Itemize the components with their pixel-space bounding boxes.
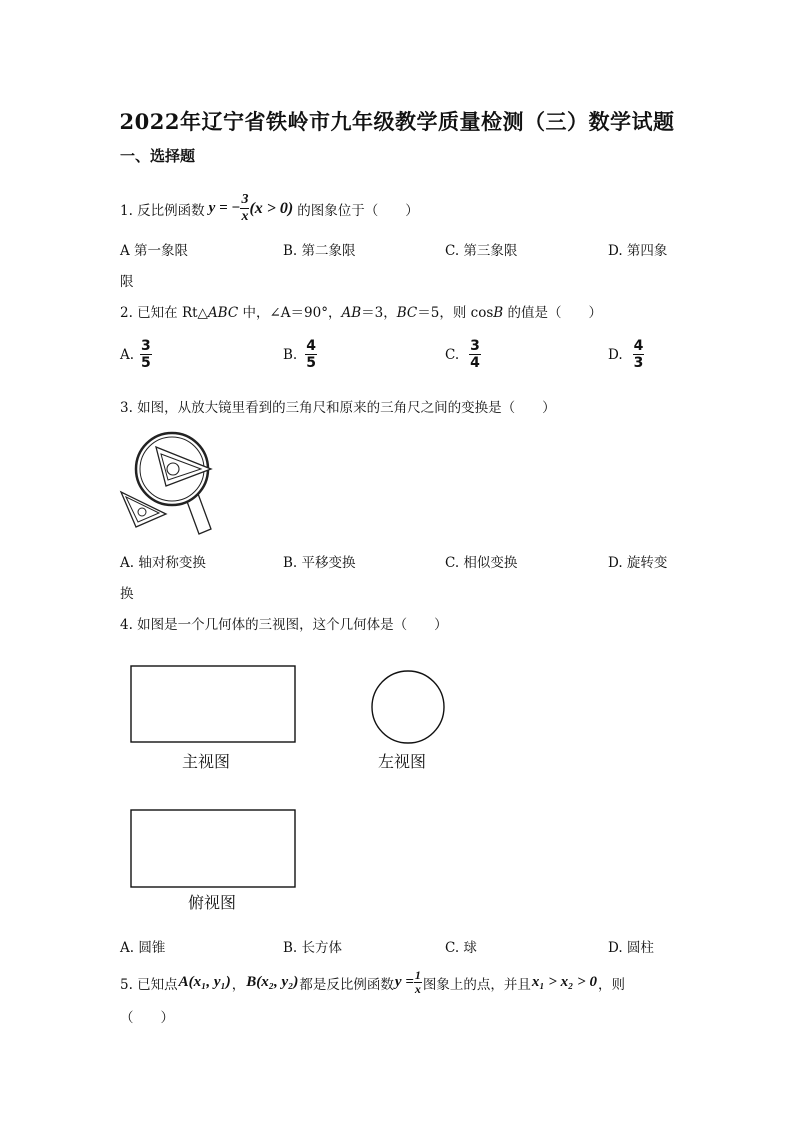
q1-formula-num: 3 <box>241 192 249 207</box>
q2-b-den: 5 <box>306 355 316 371</box>
q2-c-den: 4 <box>470 355 480 371</box>
q2-text-1: 2. 已知在 Rt△ <box>120 305 208 321</box>
top-view-rectangle <box>131 810 295 887</box>
front-view-label: 主视图 <box>182 752 231 771</box>
q2-d-den: 3 <box>633 355 644 371</box>
q5-point-a: A(x₁, y₁) <box>178 974 231 990</box>
q2-b-num: 4 <box>306 338 316 354</box>
q2-b: B <box>493 305 504 321</box>
q2-abc: ABC <box>207 305 239 321</box>
q3-option-c[interactable]: C. 相似变换 <box>445 555 518 571</box>
question-4: 4. 如图是一个几何体的三视图，这个几何体是（ ） <box>120 617 448 633</box>
q4-option-c[interactable]: C. 球 <box>445 940 477 956</box>
q5-function <box>395 969 422 996</box>
q1-option-d-wrap: 限 <box>120 274 134 290</box>
q5-text-mid2: 图象上的点，并且 <box>422 976 531 993</box>
page-title: 2022年辽宁省铁岭市九年级教学质量检测（三）数学试题 <box>119 109 675 134</box>
q5-point-b: B(x₂, y₂) <box>246 974 299 990</box>
q1-formula <box>209 192 294 225</box>
q2-a-den: 5 <box>141 355 151 371</box>
q5-function-fraction <box>414 969 422 996</box>
q2-option-c[interactable] <box>445 338 481 371</box>
q1-suffix: 的图象位于（ ） <box>297 202 419 219</box>
left-view-circle <box>372 671 444 743</box>
q2-d-num: 4 <box>633 338 644 354</box>
q5-answer-bracket: （ ） <box>120 1010 174 1026</box>
q2-text-3: ＝3， <box>361 305 397 321</box>
q5-inequality: x₁ > x₂ > 0 <box>531 974 597 990</box>
q2-option-b[interactable] <box>283 338 317 371</box>
magnifier-figure <box>118 426 228 538</box>
q5-function-den: x <box>414 982 421 996</box>
q3-option-a[interactable]: A. 轴对称变换 <box>120 555 206 571</box>
q2-option-d-label: D. <box>608 346 623 363</box>
q1-option-a[interactable]: A 第一象限 <box>120 243 189 259</box>
q1-prefix: 1. 反比例函数 <box>120 202 205 219</box>
q1-formula-den: x <box>241 209 249 224</box>
q2-c-num: 3 <box>470 338 480 354</box>
q1-formula-fraction <box>240 192 249 225</box>
q1-formula-condition: (x > 0) <box>249 199 294 217</box>
q2-text-2: 中，∠A＝90°， <box>238 305 342 321</box>
q5-function-num: 1 <box>414 968 421 982</box>
q4-option-b[interactable]: B. 长方体 <box>283 940 343 956</box>
q2-bc: BC <box>396 305 418 321</box>
q1-option-b[interactable]: B. 第二象限 <box>283 243 356 259</box>
question-1 <box>120 192 419 225</box>
top-view-label: 俯视图 <box>188 893 237 912</box>
q2-a-num: 3 <box>141 338 151 354</box>
q2-text-4: ＝5，则 cos <box>417 305 494 321</box>
q2-option-a-fraction <box>140 338 152 371</box>
front-view-rectangle <box>131 666 295 742</box>
q1-option-d[interactable]: D. 第四象 <box>608 243 668 259</box>
q2-option-b-fraction <box>305 338 317 371</box>
q4-option-a[interactable]: A. 圆锥 <box>120 940 166 956</box>
q5-text-mid: 都是反比例函数 <box>299 976 394 993</box>
q3-option-d[interactable]: D. 旋转变 <box>608 555 668 571</box>
q5-suffix: ，则 <box>597 976 625 993</box>
original-triangle-hole <box>138 508 146 516</box>
question-5 <box>120 969 625 996</box>
q2-option-c-label: C. <box>445 346 460 363</box>
q5-function-lhs: y = <box>394 974 414 990</box>
q2-ab: AB <box>341 305 362 321</box>
q5-separator: ， <box>231 976 246 993</box>
q1-formula-lhs: y = − <box>208 200 241 216</box>
q2-option-c-fraction <box>469 338 481 371</box>
q1-option-c[interactable]: C. 第三象限 <box>445 243 518 259</box>
q2-option-d[interactable] <box>608 338 644 371</box>
q2-option-a[interactable] <box>120 338 152 371</box>
q3-option-b[interactable]: B. 平移变换 <box>283 555 356 571</box>
q5-prefix: 5. 已知点 <box>120 976 178 993</box>
q4-option-d[interactable]: D. 圆柱 <box>608 940 654 956</box>
q2-option-a-label: A. <box>120 346 135 363</box>
section-heading: 一、选择题 <box>120 147 196 165</box>
q2-text-5: 的值是（ ） <box>503 305 602 321</box>
q2-option-d-fraction <box>633 338 645 371</box>
q3-option-d-wrap: 换 <box>120 586 134 602</box>
question-3: 3. 如图，从放大镜里看到的三角尺和原来的三角尺之间的变换是（ ） <box>120 400 556 416</box>
enlarged-triangle-hole <box>167 463 179 475</box>
left-view-label: 左视图 <box>378 752 427 771</box>
q2-option-b-label: B. <box>283 346 298 363</box>
question-2 <box>120 301 602 321</box>
